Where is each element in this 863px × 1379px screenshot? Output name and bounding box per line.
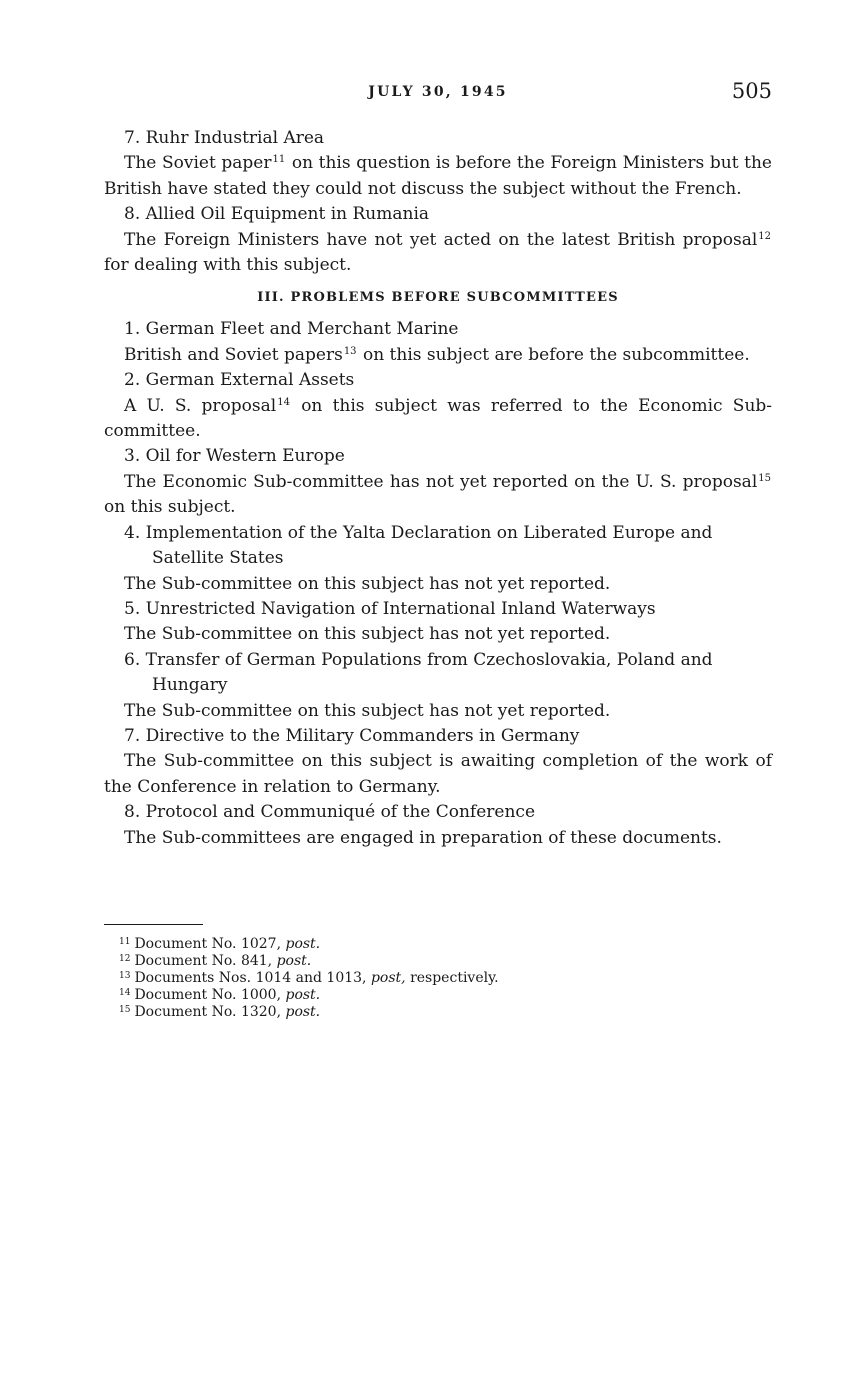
footnote bbox=[118, 970, 758, 987]
running-header bbox=[104, 79, 772, 107]
footnote-italic: post, bbox=[370, 970, 406, 986]
item-paragraph bbox=[104, 394, 772, 445]
item-paragraph: The Sub-committees are engaged in preparation of these documents. bbox=[124, 827, 722, 848]
body-text bbox=[104, 126, 772, 851]
item-paragraph: The Sub-committee on this subject has not yet reported. bbox=[124, 573, 611, 594]
footnote-text: Documents Nos. 1014 and 1013, bbox=[134, 970, 367, 986]
footnote-rule bbox=[104, 924, 203, 925]
paragraph-text: The Economic Sub-committee has not yet reported on the U. S. proposal bbox=[124, 471, 758, 492]
footnote-ref: 11 bbox=[272, 154, 286, 166]
footnote-italic: post. bbox=[285, 1004, 321, 1020]
footnote bbox=[118, 987, 758, 1004]
footnote-italic: post. bbox=[276, 953, 312, 969]
footnote-ref: 13 bbox=[343, 345, 357, 357]
paragraph-text: on this subject are before the subcommittee. bbox=[362, 344, 750, 365]
paragraph-text: on this subject. bbox=[104, 497, 236, 518]
item-title: 7. Directive to the Military Commanders in Germany bbox=[124, 725, 580, 746]
page-number: 505 bbox=[731, 79, 772, 103]
footnote-number: 12 bbox=[119, 954, 131, 964]
item-title: 5. Unrestricted Navigation of International Inland Waterways bbox=[124, 598, 656, 619]
item-paragraph: The Sub-committee on this subject has not yet reported. bbox=[124, 624, 611, 645]
paragraph-text: British and Soviet papers bbox=[124, 344, 343, 365]
item-title: 4. Implementation of the Yalta Declaration on Liberated Europe and Satellite States bbox=[124, 522, 713, 569]
footnote-number: 11 bbox=[119, 937, 131, 947]
section-heading: III. PROBLEMS BEFORE SUBCOMMITTEES bbox=[257, 290, 619, 306]
footnote-italic: post. bbox=[285, 936, 321, 952]
footnote-ref: 15 bbox=[758, 472, 771, 484]
item-title: 8. Allied Oil Equipment in Rumania bbox=[124, 204, 430, 225]
item-title: 2. German External Assets bbox=[124, 370, 355, 391]
item-paragraph bbox=[104, 228, 772, 279]
footnote bbox=[118, 936, 758, 953]
footnote-text: respectively. bbox=[410, 970, 499, 986]
paragraph-text: on this subject was referred to the Economic Sub-committee. bbox=[104, 395, 773, 442]
footnote bbox=[118, 1004, 758, 1021]
footnote bbox=[118, 953, 758, 970]
item-paragraph bbox=[104, 151, 772, 202]
item-paragraph: The Sub-committee on this subject is awaiting completion of the work of the Conference in relation to Germany. bbox=[104, 751, 772, 797]
footnote-text: Document No. 1320, bbox=[134, 1004, 282, 1020]
footnote-ref: 14 bbox=[277, 396, 290, 408]
footnote-italic: post. bbox=[285, 987, 321, 1003]
footnote-number: 15 bbox=[119, 1005, 131, 1015]
paragraph-text: for dealing with this subject. bbox=[104, 255, 352, 276]
item-title: 7. Ruhr Industrial Area bbox=[124, 128, 325, 148]
footnote-number: 13 bbox=[119, 971, 131, 981]
item-paragraph bbox=[104, 470, 772, 521]
running-date: JULY 30, 1945 bbox=[368, 84, 508, 100]
paragraph-text: A U. S. proposal bbox=[124, 395, 277, 416]
item-title: 1. German Fleet and Merchant Marine bbox=[124, 319, 459, 340]
item-title: 8. Protocol and Communiqué of the Conference bbox=[124, 802, 536, 823]
paragraph-text: on this question is before the Foreign Ministers but the British have stated they could not discuss the subject without the French. bbox=[104, 153, 772, 199]
footnote-text: Document No. 1027, bbox=[134, 936, 282, 952]
footnote-text: Document No. 841, bbox=[134, 953, 273, 969]
item-paragraph bbox=[104, 343, 772, 368]
footnote-text: Document No. 1000, bbox=[134, 987, 282, 1003]
footnotes bbox=[118, 936, 758, 1021]
footnote-number: 14 bbox=[119, 988, 131, 998]
paragraph-text: The Soviet paper bbox=[124, 153, 272, 174]
paragraph-text: The Foreign Ministers have not yet acted on the latest British proposal bbox=[124, 229, 758, 250]
footnote-ref: 12 bbox=[758, 230, 771, 242]
item-paragraph: The Sub-committee on this subject has not yet reported. bbox=[124, 700, 611, 721]
item-title: 6. Transfer of German Populations from Czechoslovakia, Poland and Hungary bbox=[124, 649, 713, 696]
item-title: 3. Oil for Western Europe bbox=[124, 446, 345, 467]
